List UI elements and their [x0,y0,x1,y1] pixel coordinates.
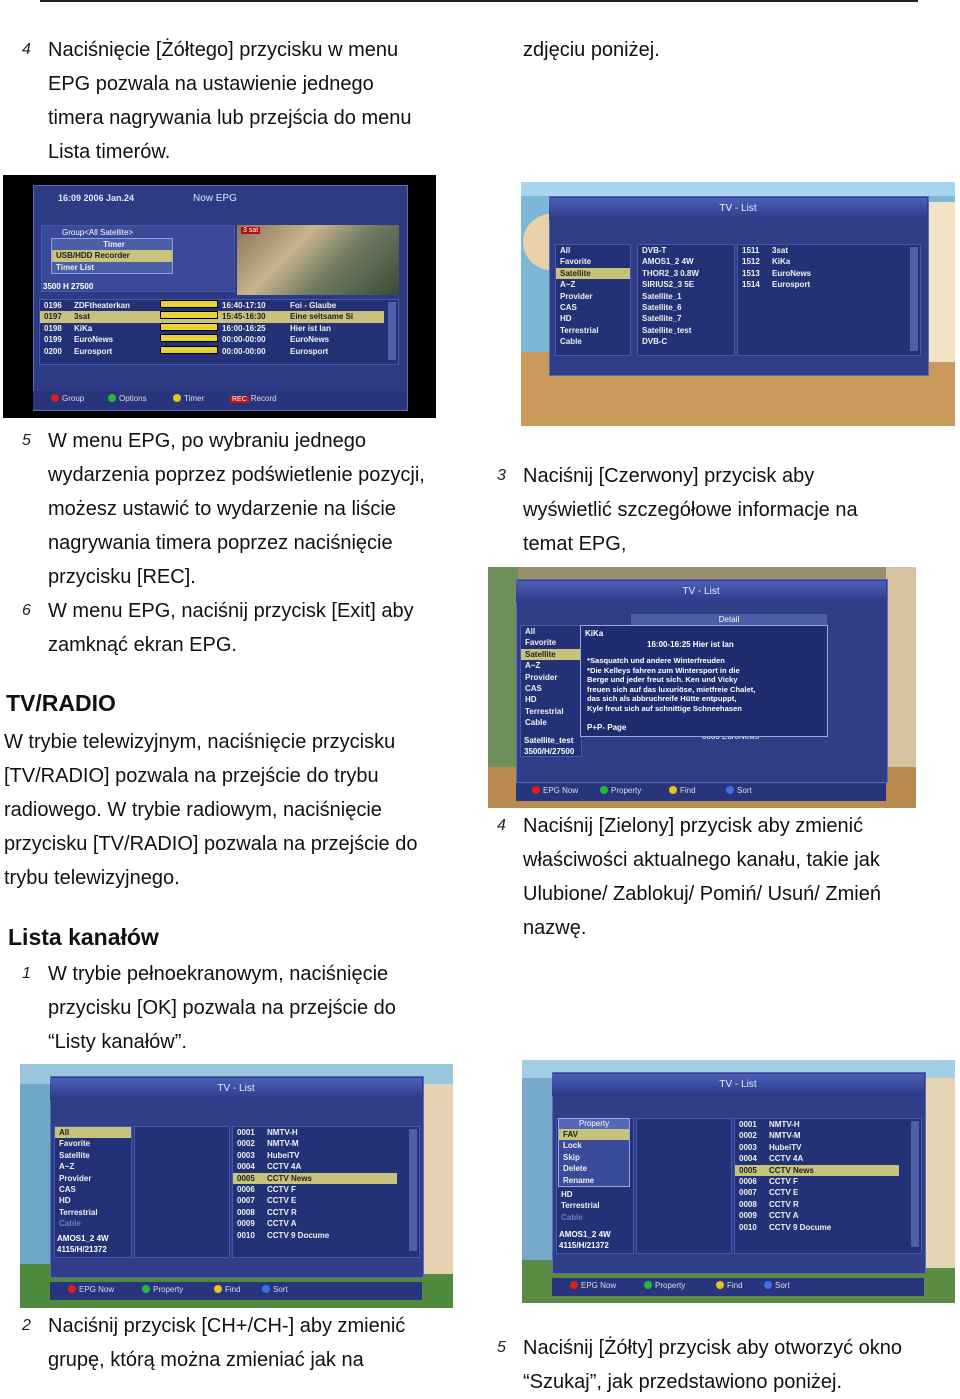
blue-dot-icon [726,786,734,794]
epg-event-title: Foi - Glaube [290,301,337,310]
group-list [555,244,631,356]
epg-channel-number: 0200 [44,346,62,356]
channel-row[interactable] [738,245,902,256]
preview-panel [636,1118,732,1254]
sort-button[interactable]: Sort [726,786,752,795]
group-item[interactable]: Terrestrial [560,325,599,335]
channel-name: CCTV F [267,1184,296,1194]
step-1-list [22,957,396,1059]
channel-row[interactable] [233,1173,397,1184]
tvlist-detail-screenshot [488,567,916,808]
blue-dot-icon [764,1281,772,1289]
transponder: 4115/H/21372 [57,1245,107,1254]
channel-row[interactable] [233,1138,397,1149]
sort-button[interactable]: Sort [262,1285,288,1294]
epg-screenshot [3,175,436,418]
tvlist-property-screenshot [522,1060,955,1303]
channel-number: 0006 [237,1184,255,1194]
detail-page-hint: P+P- Page [587,723,627,732]
channel-number: 1514 [742,280,760,290]
sort-button[interactable]: Sort [764,1281,790,1290]
epg-event-title: Hier ist Ian [290,323,331,333]
satellite-name: Satellite_test [524,736,574,745]
satellite-item[interactable]: THOR2_3 0.8W [642,268,699,278]
channel-name: CCTV E [267,1196,297,1206]
channel-number: 0005 [739,1165,757,1175]
group-item[interactable]: CAS [525,683,542,693]
group-item[interactable]: Cable [561,1212,583,1222]
desc-line: freuen sich auf das luxuriöse, mietfreie Chalet, [587,684,756,694]
group-item[interactable]: A~Z [59,1162,75,1172]
epg-row[interactable] [40,300,384,311]
epg-row[interactable] [40,323,384,334]
step-line: W menu EPG, po wybraniu jednego [48,430,366,452]
group-item[interactable]: HD [525,695,537,705]
channel-row[interactable] [738,279,902,290]
satellite-item[interactable]: DVB-C [642,337,668,347]
green-dot-icon [600,786,608,794]
detail-popup [580,615,828,737]
channel-row[interactable] [233,1161,397,1172]
step-line: Naciśnięcie [Żółtego] przycisku w menu [48,39,399,61]
para-line: przycisku [TV/RADIO] pozwala na przejście do [4,833,418,855]
channel-list-heading: Lista kanałów [8,924,159,950]
step-6-epg [22,594,414,662]
satellite-item[interactable]: Satellite_7 [642,314,682,324]
channel-number: 0003 [739,1142,757,1152]
step-5-yellow [497,1331,903,1399]
detail-channel: KiKa [585,629,604,638]
channel-name: CCTV A [267,1219,297,1229]
satellite-name: AMOS1_2 4W [57,1234,109,1243]
satellite-list [637,244,735,356]
channel-name: CCTV E [769,1188,799,1198]
scrollbar[interactable] [910,247,918,351]
step-line: Naciśnij [Zielony] przycisk aby zmienić [523,815,864,837]
step-3-red [497,459,858,561]
property-item[interactable]: Delete [563,1164,588,1174]
epg-channel-name: KiKa [74,323,93,333]
desc-line: *Sasquatch und andere Winterfreuden [587,656,725,665]
property-button[interactable]: Property [644,1281,685,1290]
satellite-item[interactable]: SIRIUS2_3 5E [642,280,695,290]
group-item[interactable]: Provider [59,1173,92,1183]
para-line: trybu telewizyjnego. [4,867,180,889]
epg-event-title: EuroNews [290,335,330,345]
button-bar [552,1278,924,1296]
step-2-list [22,1309,406,1377]
channel-number: 0008 [237,1207,255,1217]
group-item[interactable]: All [525,627,536,636]
preview-panel [134,1126,230,1258]
step-4-green [497,809,881,945]
channel-number: 0003 [237,1150,255,1160]
epg-progress-bar [160,323,218,331]
step-line: “Szukaj”, jak przedstawiono poniżej. [523,1371,843,1393]
green-dot-icon [108,394,116,402]
epg-frame [33,185,408,411]
epg-channel-name: ZDFtheaterkan [74,301,131,310]
group-item[interactable]: Satellite [521,649,581,660]
channel-name: CCTV F [769,1176,798,1186]
epg-row[interactable] [40,346,384,357]
group-item[interactable]: HD [560,314,572,324]
channel-row[interactable] [735,1119,899,1130]
epg-channel-name: Eurosport [74,346,113,356]
step-line: Ulubione/ Zablokuj/ Pomiń/ Usuń/ Zmień [523,883,881,905]
satellite-info [57,1233,109,1255]
desc-line: Kyle freut sich auf schnittige Schneehasen [587,703,742,713]
channel-number: 0001 [237,1128,255,1137]
channel-name: CCTV R [769,1199,799,1209]
step-number: 5 [497,1339,506,1356]
group-item[interactable]: Satellite [59,1150,90,1160]
epg-tp: 3500 H 27500 [43,282,94,291]
channel-number: 1511 [742,246,760,255]
channel-name: CCTV 4A [267,1162,302,1172]
channel-row[interactable] [735,1222,899,1233]
top-rule [40,0,918,2]
satellite-item[interactable]: Satellite_1 [642,291,682,301]
epg-event-time: 16:00-16:25 [222,323,266,333]
group-item[interactable]: Satellite [556,268,630,279]
tvradio-paragraph [4,725,418,895]
epg-title: Now EPG [193,193,237,204]
epg-popup-menu [51,238,173,274]
step-line: przycisku [REC]. [48,566,196,588]
property-item[interactable]: Lock [563,1141,582,1151]
channel-row[interactable] [233,1150,397,1161]
channel-list [734,1118,922,1254]
group-item[interactable]: CAS [59,1184,76,1194]
property-item[interactable]: Rename [563,1175,595,1185]
group-item[interactable]: Terrestrial [59,1207,98,1217]
channel-number: 1512 [742,257,760,267]
group-item[interactable]: A~Z [560,280,576,290]
yellow-dot-icon [173,394,181,402]
tvlist-satellite-screenshot [521,182,955,426]
epg-now-button[interactable]: EPG Now [532,786,578,795]
step-line: W menu EPG, naciśnij przycisk [Exit] aby [48,600,414,622]
satellite-item[interactable]: DVB-T [642,246,667,255]
channel-number: 0002 [739,1131,757,1141]
epg-channel-number: 0196 [44,301,62,310]
timer-button[interactable]: Timer [173,394,204,403]
satellite-item[interactable]: Satellite_6 [642,302,682,312]
tvlist-main-screenshot [20,1064,453,1308]
channel-row[interactable] [735,1176,899,1187]
channel-number: 0004 [739,1154,757,1164]
step-line: Naciśnij [Żółty] przycisk aby otworzyć okno [523,1337,903,1359]
epg-event-list [39,299,399,365]
epg-event-time: 00:00-00:00 [222,335,266,345]
property-button[interactable]: Property [600,786,641,795]
para-line: [TV/RADIO] pozwala na przejście do trybu [4,765,379,787]
step-number: 4 [22,41,31,58]
epg-time: 16:09 2006 Jan.24 [58,193,135,203]
step-number: 6 [22,602,31,619]
channel-row[interactable] [735,1153,899,1164]
step-number: 3 [497,467,506,484]
yellow-dot-icon [716,1281,724,1289]
channel-list [737,244,921,356]
group-item[interactable]: Favorite [59,1139,91,1149]
continued-text: zdjęciu poniżej. [523,39,660,61]
step-line: temat EPG, [523,533,627,555]
epg-event-time: 00:00-00:00 [222,346,266,356]
satellite-name: AMOS1_2 4W [559,1230,611,1239]
detail-description [587,656,755,714]
channel-row[interactable] [233,1218,397,1229]
step-line: EPG pozwala na ustawienie jednego [48,73,374,95]
options-button[interactable]: Options [108,394,147,403]
menu-timer-list[interactable]: Timer List [56,262,95,272]
epg-button-bar [33,391,406,409]
channel-number: 0002 [237,1139,255,1149]
epg-channel-number: 0197 [44,312,62,322]
channel-row[interactable] [735,1142,899,1153]
para-line: W trybie telewizyjnym, naciśnięcie przycisku [4,731,396,753]
transponder: 3500/H/27500 [524,747,575,756]
channel-row[interactable] [233,1230,397,1241]
epg-now-button[interactable]: EPG Now [570,1281,616,1290]
detail-title: Detail [631,614,827,625]
tvlist-title: TV - List [516,581,886,603]
channel-row[interactable] [233,1207,397,1218]
yellow-dot-icon [669,786,677,794]
channel-name: NMTV-M [267,1139,299,1149]
detail-time-event: 16:00-16:25 Hier ist Ian [647,640,734,649]
epg-progress-bar [160,334,218,342]
group-item[interactable]: Provider [525,672,558,682]
channel-name: Eurosport [772,280,811,290]
record-button[interactable]: REC Record [232,394,277,403]
button-bar [50,1282,422,1300]
channel-name: CCTV News [267,1173,312,1183]
epg-now-button[interactable]: EPG Now [68,1285,114,1294]
step-line: możesz ustawić to wydarzenie na liście [48,498,396,520]
channel-row[interactable] [735,1187,899,1198]
step-line: nazwę. [523,917,587,939]
step-line: Naciśnij [Czerwony] przycisk aby [523,465,815,487]
channel-name: KiKa [772,257,791,267]
group-item[interactable]: Cable [525,718,547,728]
epg-event-time: 16:40-17:10 [222,301,266,310]
group-item[interactable]: HD [561,1190,573,1199]
group-item[interactable]: Terrestrial [561,1201,600,1211]
epg-preview-image [237,225,399,295]
property-button[interactable]: Property [142,1285,183,1294]
channel-number: 0007 [739,1188,757,1198]
group-item[interactable]: HD [59,1196,71,1206]
group-list [54,1126,132,1258]
epg-channel-name: EuroNews [74,335,114,345]
group-item[interactable]: All [560,246,571,255]
channel-name: CCTV R [267,1207,297,1217]
channel-number: 0008 [739,1199,757,1209]
step-line: właściwości aktualnego kanału, takie jak [523,849,880,871]
tvlist-title: TV - List [549,198,927,220]
button-bar [516,783,886,801]
channel-name: CCTV 4A [769,1154,804,1164]
para-line: radiowego. W trybie radiowym, naciśnięcie [4,799,382,821]
channel-row[interactable] [233,1127,397,1138]
tvradio-heading: TV/RADIO [6,690,116,716]
channel-row[interactable] [233,1195,397,1206]
step-4-epg [22,33,412,169]
group-item[interactable]: All [55,1127,131,1138]
scrollbar[interactable] [388,302,396,360]
epg-event-title: Eurosport [290,346,329,356]
property-popup [558,1118,630,1187]
step-line: timera nagrywania lub przejścia do menu [48,107,412,129]
channel-number: 1513 [742,268,760,278]
epg-group-label: Group<All Satellite> [62,228,134,237]
step-number: 2 [22,1317,31,1334]
step-line: grupę, którą można zmieniać jak na [48,1349,364,1371]
red-dot-icon [68,1285,76,1293]
epg-progress-bar [160,300,218,308]
channel-name: CCTV 9 Docume [769,1222,832,1232]
group-item[interactable]: Favorite [560,257,592,267]
green-dot-icon [142,1285,150,1293]
rec-badge: REC [232,396,247,403]
desc-line: das sich als abbruchreife Hütte entpuppt, [587,694,737,704]
channel-row[interactable] [735,1199,899,1210]
menu-usb-recorder[interactable]: USB/HDD Recorder [52,250,172,261]
tvlist-title: TV - List [50,1078,422,1100]
property-title: Property [559,1119,629,1129]
group-item[interactable]: Favorite [525,638,557,648]
channel-name: HubeiTV [769,1142,802,1152]
epg-channel-number: 0199 [44,335,62,345]
channel-row[interactable] [735,1130,899,1141]
channel-name: 3sat [772,246,789,255]
satellite-item[interactable]: AMOS1_2 4W [642,257,694,267]
step-line: wyświetlić szczegółowe informacje na [523,499,858,521]
epg-progress-bar [160,346,218,354]
step-line: zamknąć ekran EPG. [48,634,237,656]
channel-name: HubeiTV [267,1150,300,1160]
channel-row[interactable] [738,256,902,267]
satellite-info [524,735,574,757]
step-line: W trybie pełnoekranowym, naciśnięcie [48,963,389,985]
red-dot-icon [51,394,59,402]
channel-number: 0004 [237,1162,255,1172]
satellite-info [559,1229,611,1251]
transponder: 4115/H/21372 [559,1241,609,1250]
epg-row[interactable] [40,311,384,322]
group-item[interactable]: Cable [560,337,582,347]
step-line: Naciśnij przycisk [CH+/CH-] aby zmienić [48,1315,406,1337]
scrollbar[interactable] [409,1129,417,1251]
channel-list [232,1126,420,1258]
scrollbar[interactable] [911,1121,919,1247]
channel-number: 0010 [739,1222,757,1232]
find-button[interactable]: Find [669,786,696,795]
property-item[interactable]: Skip [563,1152,580,1162]
channel-row[interactable] [735,1210,899,1221]
channel-number: 0006 [739,1176,757,1186]
channel-row[interactable] [735,1165,899,1176]
yellow-dot-icon [214,1285,222,1293]
channel-name: CCTV A [769,1211,799,1221]
channel-row[interactable] [233,1184,397,1195]
find-button[interactable]: Find [716,1281,743,1290]
step-line: wydarzenia poprzez podświetlenie pozycji, [48,464,425,486]
channel-number: 0009 [237,1219,255,1229]
step-line: “Listy kanałów”. [48,1031,187,1053]
channel-name: CCTV News [769,1165,814,1175]
blue-dot-icon [262,1285,270,1293]
satellite-item[interactable]: Satellite_test [642,325,692,335]
step-line: Lista timerów. [48,141,171,163]
channel-name: CCTV 9 Docume [267,1230,330,1240]
epg-event-time: 15:45-16:30 [222,312,266,322]
step-line: nagrywania timera poprzez naciśnięcie [48,532,393,554]
desc-line: *Die Kelleys fahren zum Wintersport in die [587,665,740,675]
channel-number: 0009 [739,1211,757,1221]
epg-progress-bar [160,311,218,319]
channel-name: NMTV-H [769,1120,800,1129]
epg-row[interactable] [40,334,384,345]
tvlist-title: TV - List [552,1074,924,1096]
green-dot-icon [644,1281,652,1289]
group-item[interactable]: Provider [560,291,593,301]
channel-row[interactable] [738,268,902,279]
channel-badge: 3 sat [243,227,259,234]
step-number: 5 [22,432,31,449]
epg-event-title: Eine seltsame Si [290,312,354,322]
desc-line: Berge und jeder freut sich. Ken und Vicky [587,675,738,685]
red-dot-icon [532,786,540,794]
find-button[interactable]: Find [214,1285,241,1294]
epg-channel-number: 0198 [44,323,62,333]
group-item[interactable]: Cable [59,1219,81,1229]
channel-number: 0010 [237,1230,255,1240]
property-item[interactable]: FAV [559,1129,629,1140]
menu-timer[interactable]: Timer [103,240,125,249]
channel-number: 0005 [237,1173,255,1183]
epg-channel-name: 3sat [74,312,91,322]
channel-name: NMTV-H [267,1128,298,1137]
group-item[interactable]: CAS [560,302,577,312]
group-button[interactable]: Group [51,394,84,403]
step-number: 4 [497,817,506,834]
group-item[interactable]: Terrestrial [525,706,564,716]
red-dot-icon [570,1281,578,1289]
channel-name: EuroNews [772,268,812,278]
channel-name: NMTV-M [769,1131,801,1141]
channel-number: 0001 [739,1120,757,1129]
step-number: 1 [22,965,31,982]
group-item[interactable]: A~Z [525,661,541,671]
channel-number: 0007 [237,1196,255,1206]
step-line: przycisku [OK] pozwala na przejście do [48,997,396,1019]
step-5-epg [22,424,425,594]
